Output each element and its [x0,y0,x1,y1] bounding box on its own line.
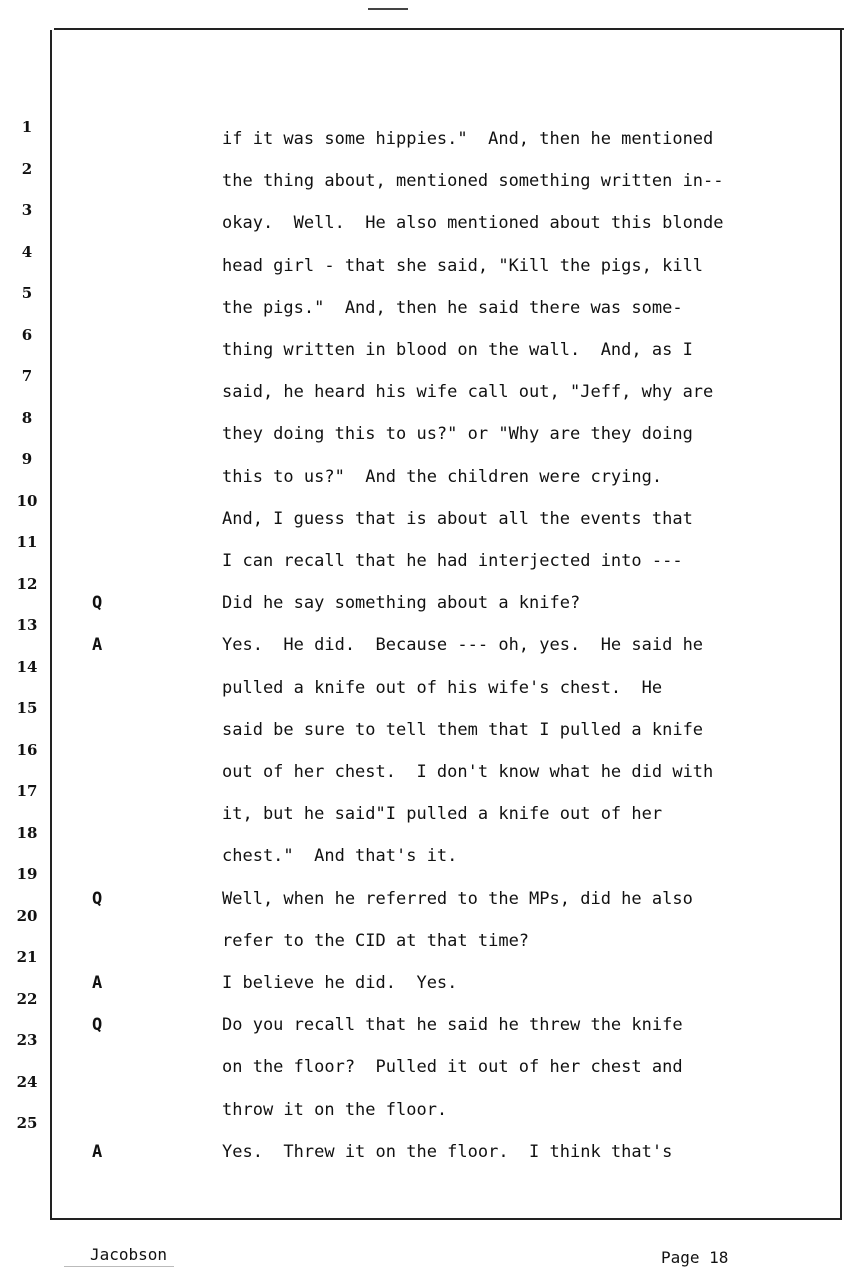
line-number: 17 [16,782,38,800]
transcript-line: Did he say something about a knife? [222,593,581,614]
line-number: 5 [21,284,33,302]
transcript-line: out of her chest. I don't know what he did with [222,762,714,782]
transcript-line: chest." And that's it. [222,846,458,867]
line-number: 14 [16,657,38,676]
line-number: 12 [16,574,38,593]
transcript-line: Well, when he referred to the MPs, did he also [222,888,693,909]
transcript-line: thing written in blood on the wall. And, as I [222,340,693,360]
transcript-line: said, he heard his wife call out, "Jeff, why are [222,382,714,403]
line-number: 20 [16,906,38,925]
speaker-label: A [92,1141,103,1162]
line-number: 13 [16,616,38,634]
transcript-line: And, I guess that is about all the events that [222,508,693,529]
line-number: 23 [16,1031,38,1049]
line-number: 8 [21,408,33,427]
line-number: 21 [16,948,38,966]
line-number: 25 [16,1114,38,1132]
transcript-line: I believe he did. Yes. [222,973,458,993]
transcript-line: said be sure to tell them that I pulled a knife [222,719,704,740]
line-number: 9 [21,450,33,468]
line-number: 1 [21,118,33,136]
line-number: 24 [16,1072,38,1091]
footer-underline [64,1266,174,1267]
line-number: 16 [16,740,38,759]
line-number: 10 [16,491,38,510]
line-number: 18 [16,823,38,842]
transcript-line: refer to the CID at that time? [222,930,530,951]
page-frame [50,30,842,1220]
line-number: 19 [16,865,38,883]
transcript-line: okay. Well. He also mentioned about this blonde [222,213,724,234]
footer-witness-name: Jacobson [90,1245,168,1264]
line-number: 3 [21,201,33,219]
line-number: 4 [21,242,33,261]
top-mark [368,8,408,10]
line-number: 11 [16,533,38,551]
speaker-label: A [92,635,103,656]
line-number: 7 [21,367,33,385]
speaker-label: Q [92,888,103,909]
transcript-line: they doing this to us?" or "Why are they doing [222,424,693,445]
transcript-line: Yes. Threw it on the floor. I think that's [222,1141,673,1162]
speaker-label: A [92,973,103,993]
footer-page-number: Page 18 [661,1248,729,1267]
transcript-line: this to us?" And the children were crying. [222,466,663,487]
speaker-label: Q [92,593,103,614]
transcript-line: I can recall that he had interjected into --- [222,551,683,571]
transcript-line: it, but he said"I pulled a knife out of her [222,804,663,825]
transcript-line: pulled a knife out of his wife's chest. He [222,677,663,698]
transcript-line: on the floor? Pulled it out of her chest and [222,1057,683,1078]
line-number: 2 [21,159,33,178]
transcript-line: if it was some hippies." And, then he mentioned [222,129,714,149]
transcript-line: Yes. He did. Because --- oh, yes. He said he [222,635,704,656]
speaker-label: Q [92,1015,103,1036]
transcript-line: throw it on the floor. [222,1099,448,1120]
transcript-line: the pigs." And, then he said there was some- [222,297,683,318]
line-number: 6 [21,325,33,344]
line-number: 22 [16,989,38,1008]
line-number: 15 [16,699,38,717]
transcript-line: head girl - that she said, "Kill the pigs, kill [222,255,704,276]
transcript-line: Do you recall that he said he threw the knife [222,1015,683,1036]
transcript-line: the thing about, mentioned something written in-- [222,171,724,192]
